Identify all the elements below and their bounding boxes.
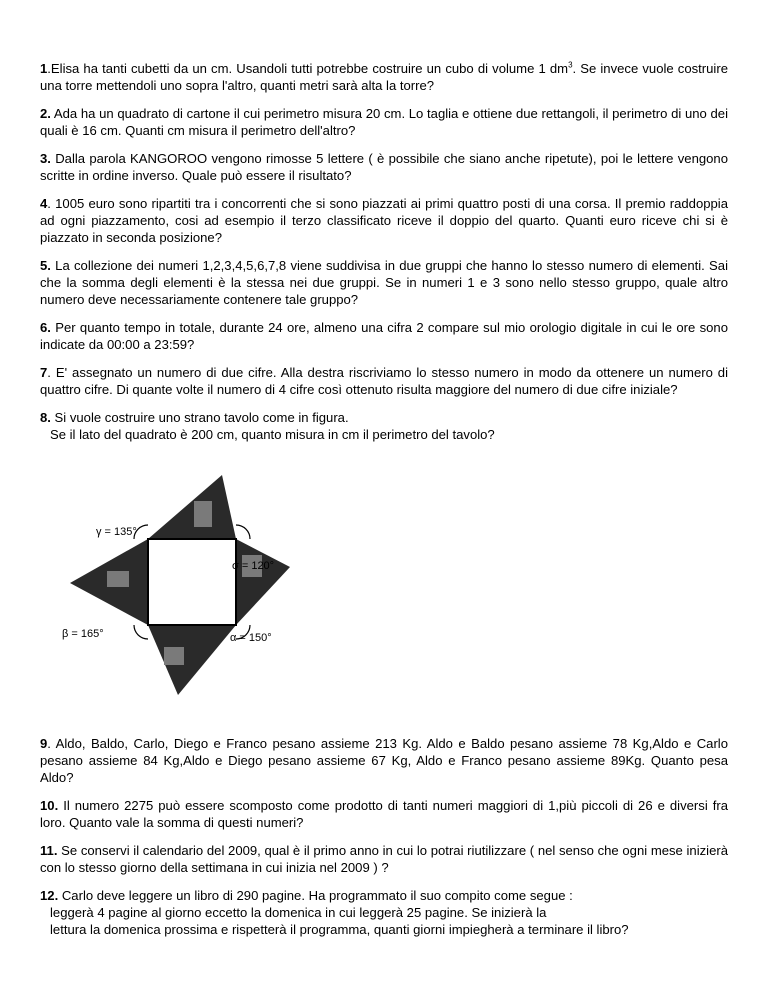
question-number: 11. <box>40 843 58 858</box>
question-text: Se conservi il calendario del 2009, qual è il primo anno in cui lo potrai riutilizzare ( nel senso che ogni mese inizierà con lo stesso giorno della settimana in cui inizia nel 2009 ) ? <box>40 843 728 875</box>
question-text-line2: leggerà 4 pagine al giorno eccetto la domenica in cui leggerà 25 pagine. Se inizierà la <box>50 905 547 920</box>
question-text: Ada ha un quadrato di cartone il cui perimetro misura 20 cm. Lo taglia e ottiene due rettangoli, il perimetro di uno dei quali è 16 cm. Quanti cm misura il perimetro dell'altro? <box>40 106 728 138</box>
angle-sigma-label: σ = 120° <box>232 560 275 572</box>
question-number: 5. <box>40 258 51 273</box>
question-number: 12. <box>40 888 59 903</box>
question-text: . Aldo, Baldo, Carlo, Diego e Franco pesano assieme 213 Kg. Aldo e Baldo pesano assieme 78 Kg,Aldo e Carlo pesano assieme 84 Kg,Aldo e Diego pesano assieme 67 Kg, Aldo e Franco pesano assieme 89Kg. Quanto pesa Aldo? <box>40 736 728 785</box>
question-1 <box>40 60 728 94</box>
question-7 <box>40 364 728 398</box>
problem-sheet-part2 <box>40 735 728 949</box>
question-number: 1 <box>40 61 48 76</box>
question-9 <box>40 735 728 786</box>
problem-sheet <box>40 60 728 454</box>
question-text: La collezione dei numeri 1,2,3,4,5,6,7,8 viene suddivisa in due gruppi che hanno lo stesso numero di elementi. Sai che la somma degli elementi è la stessa nei due gruppi. Se in numeri 1 e 3 sono nello stesso gruppo, quale altro numero deve necessariamente contenere tale gruppo? <box>40 258 728 307</box>
question-6 <box>40 319 728 353</box>
question-10 <box>40 797 728 831</box>
question-11 <box>40 842 728 876</box>
question-4 <box>40 195 728 246</box>
question-8 <box>40 409 728 443</box>
angle-alpha-label: α = 150° <box>230 632 272 644</box>
triangle-right <box>236 539 290 625</box>
question-text: .Elisa ha tanti cubetti da un cm. Usandoli tutti potrebbe costruire un cubo di volume 1 dm <box>47 61 569 76</box>
question-number: 10. <box>40 798 59 813</box>
superscript: 3 <box>568 60 573 70</box>
triangle-top <box>148 475 236 539</box>
angle-gamma-label: γ = 135° <box>96 526 137 538</box>
question-3 <box>40 150 728 184</box>
question-number: 9 <box>40 736 48 751</box>
triangle-bottom <box>148 625 236 695</box>
question-text: Il numero 2275 può essere scomposto come prodotto di tanti numeri maggiori di 1,più piccoli di 26 e diversi fra loro. Quanto vale la somma di questi numeri? <box>40 798 728 830</box>
question-number: 4 <box>40 196 48 211</box>
question-number: 7 <box>40 365 48 380</box>
question-text: Dalla parola KANGOROO vengono rimosse 5 lettere ( è possibile che siano anche ripetute), poi le lettere vengono scritte in ordine inverso. Quale può essere il risultato? <box>40 151 728 183</box>
table-figure <box>52 475 292 705</box>
question-text: . 1005 euro sono ripartiti tra i concorrenti che si sono piazzati ai primi quattro posti di una corsa. Il premio raddoppia ad ogni piazzamento, cosi ad esempio il terzo classificato riceve il doppio del quarto. Quanti euro riceve chi si è piazzato in seconda posizione? <box>40 196 728 245</box>
question-text: Si vuole costruire uno strano tavolo come in figura. <box>50 410 349 425</box>
question-text-line2: Se il lato del quadrato è 200 cm, quanto misura in cm il perimetro del tavolo? <box>50 427 495 442</box>
question-number: 3. <box>40 151 51 166</box>
question-text: Per quanto tempo in totale, durante 24 ore, almeno una cifra 2 compare sul mio orologio digitale in cui le ore sono indicate da 00:00 a 23:59? <box>40 320 728 352</box>
question-number: 2. <box>40 106 51 121</box>
question-number: 8. <box>40 410 51 425</box>
question-5 <box>40 257 728 308</box>
question-text-cont: . Se invece vuole costruire una torre mettendoli uno sopra l'altro, quanti metri sarà alta la torre? <box>40 61 728 93</box>
question-12 <box>40 887 728 938</box>
question-text-line3: lettura la domenica prossima e rispetterà il programma, quanti giorni impiegherà a terminare il libro? <box>50 922 629 937</box>
question-text: . E' assegnato un numero di due cifre. Alla destra riscriviamo lo stesso numero in modo da ottenere un numero di quattro cifre. Di quante volte il numero di 4 cifre così ottenuto risulta maggiore del numero di due cifre iniziale? <box>40 365 728 397</box>
angle-beta-label: β = 165° <box>62 628 104 640</box>
central-square <box>148 539 236 625</box>
question-2 <box>40 105 728 139</box>
question-number: 6. <box>40 320 51 335</box>
question-text: Carlo deve leggere un libro di 290 pagine. Ha programmato il suo compito come segue : <box>58 888 573 903</box>
